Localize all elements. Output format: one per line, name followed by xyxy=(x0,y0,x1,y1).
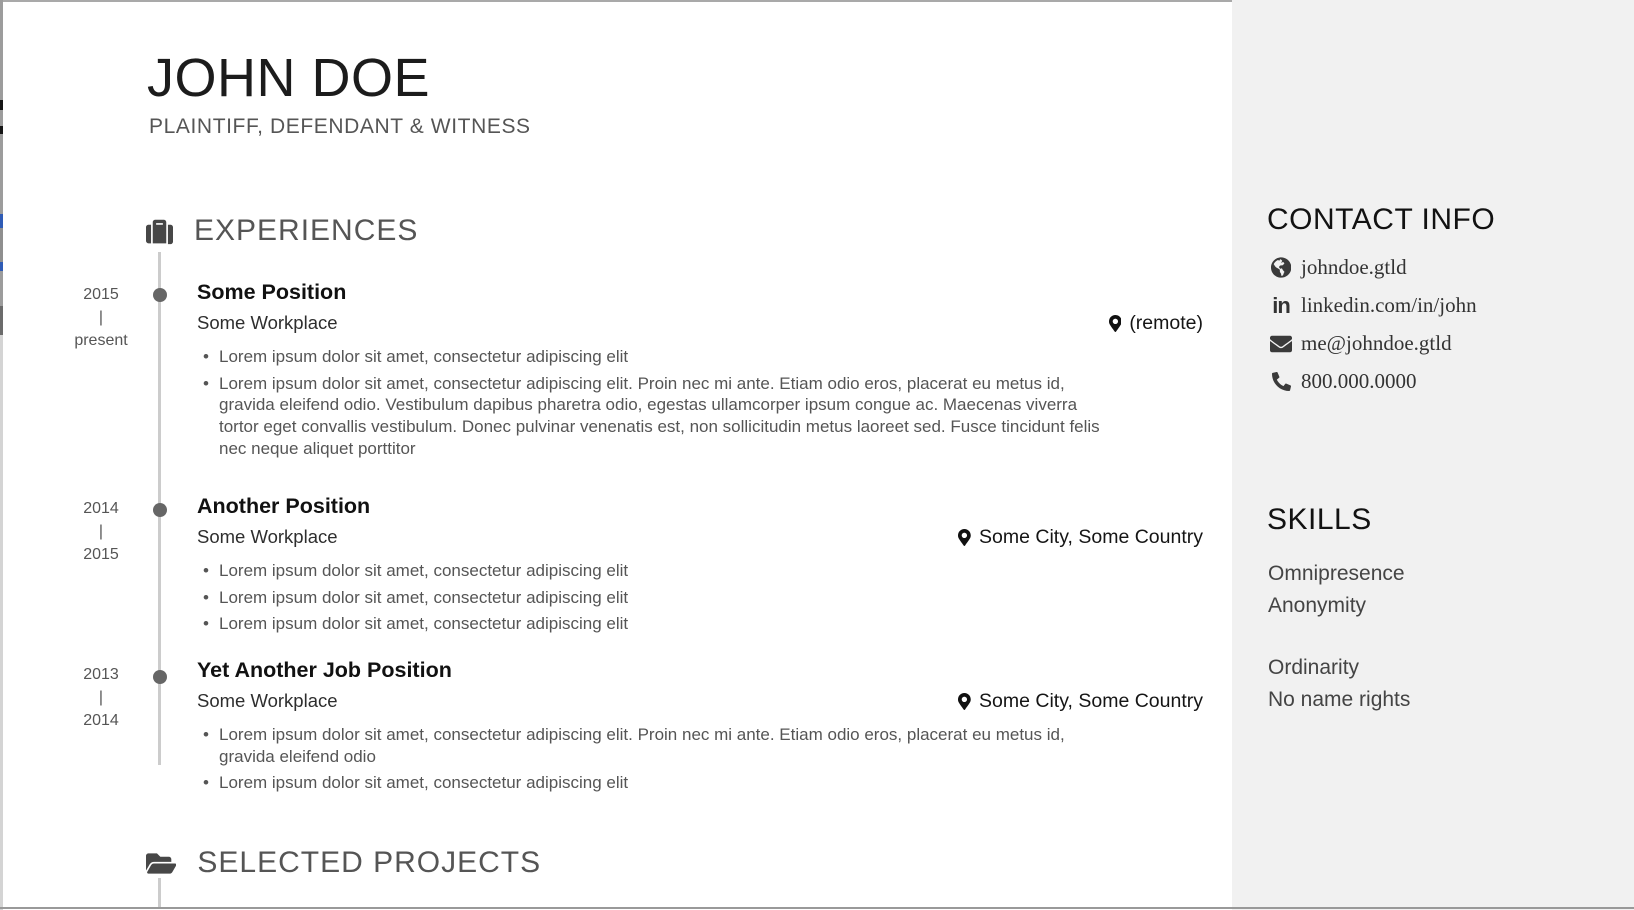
bullet-item xyxy=(197,587,1117,609)
projects-section-header xyxy=(146,846,541,880)
workplace: Some Workplace xyxy=(197,690,338,711)
bullet-item xyxy=(197,613,1117,635)
briefcase-icon xyxy=(146,218,173,245)
edge-segment xyxy=(0,228,3,262)
edge-segment xyxy=(0,126,3,134)
skill-item: No name rights xyxy=(1268,688,1411,711)
position-title: Yet Another Job Position xyxy=(197,658,452,682)
period-separator: | xyxy=(98,523,104,540)
period-separator: | xyxy=(98,309,104,326)
skill-item: Anonymity xyxy=(1268,594,1367,617)
skill-group xyxy=(1268,558,1410,622)
experience-entry xyxy=(74,280,1203,465)
edge-segment xyxy=(0,262,3,271)
contact-item-linkedin[interactable] xyxy=(1267,294,1477,317)
bullet-marker: • xyxy=(203,725,209,744)
bullet-item xyxy=(197,373,1117,460)
contact-value: me@johndoe.gtld xyxy=(1301,331,1452,355)
bullet-item xyxy=(197,724,1117,767)
entry-period xyxy=(59,497,143,566)
experiences-section-header xyxy=(146,214,418,248)
phone-icon xyxy=(1267,372,1295,391)
contact-item-email[interactable] xyxy=(1267,332,1477,355)
bullet-item xyxy=(197,560,1117,582)
bullet-list xyxy=(197,724,1117,794)
entry-meta-row xyxy=(197,312,1203,336)
location xyxy=(1109,312,1203,335)
entry-meta-row xyxy=(197,690,1203,714)
bullet-text: Lorem ipsum dolor sit amet, consectetur adipiscing elit xyxy=(219,561,629,580)
contact-value: linkedin.com/in/john xyxy=(1301,293,1477,317)
bullet-text: Lorem ipsum dolor sit amet, consectetur adipiscing elit xyxy=(219,614,629,634)
bullet-marker: • xyxy=(203,347,209,366)
edge-segment xyxy=(0,306,3,335)
period-end: present xyxy=(74,332,128,349)
experiences-heading: EXPERIENCES xyxy=(194,214,419,247)
skills-heading: SKILLS xyxy=(1267,503,1372,536)
location xyxy=(958,526,1203,549)
envelope-icon xyxy=(1267,333,1295,355)
bullet-marker: • xyxy=(203,614,209,634)
period-start: 2014 xyxy=(83,500,119,517)
edge-segment xyxy=(0,214,3,228)
map-pin-icon xyxy=(1109,315,1122,332)
bullet-text: Lorem ipsum dolor sit amet, consectetur adipiscing elit. Proin nec mi ante. Etiam odio eros, placerat eu metus id, gravida eleifend odio. Vestibulum dapibus pharetra odio, egestas ullamcorper ipsum congue ac. Maecenas viverra tortor eget convallis vestibulum. Donec pulvinar venenatis est, non sollicitudin metus laoreet sed. Fusce tincidunt felis nec neque aliquet porttitor xyxy=(219,373,1100,458)
skill-item: Omnipresence xyxy=(1268,562,1405,585)
timeline-line-projects xyxy=(158,878,161,908)
location xyxy=(958,690,1203,713)
bullet-marker: • xyxy=(203,587,209,607)
projects-heading: SELECTED PROJECTS xyxy=(197,846,542,879)
linkedin-glyph: in xyxy=(1272,292,1290,318)
contact-value: 800.000.0000 xyxy=(1301,369,1417,393)
location-text: Some City, Some Country xyxy=(979,690,1203,712)
location-text: Some City, Some Country xyxy=(979,526,1203,548)
period-start: 2013 xyxy=(83,666,119,683)
bullet-list xyxy=(197,560,1117,635)
left-edge-artifact xyxy=(0,0,3,910)
skill-item: Ordinarity xyxy=(1268,656,1360,679)
timeline-dot xyxy=(153,288,167,302)
edge-segment xyxy=(0,335,3,910)
bullet-text: Lorem ipsum dolor sit amet, consectetur adipiscing elit xyxy=(219,347,629,366)
workplace: Some Workplace xyxy=(197,526,338,547)
contact-value: johndoe.gtld xyxy=(1301,255,1407,279)
map-pin-icon xyxy=(958,529,971,546)
bullet-item xyxy=(197,346,1117,368)
entry-period xyxy=(59,663,143,732)
edge-segment xyxy=(0,134,3,214)
bullet-list xyxy=(197,346,1117,460)
bullet-marker: • xyxy=(203,773,209,793)
bullet-marker: • xyxy=(203,373,209,393)
skills-list xyxy=(1268,558,1410,716)
candidate-title: PLAINTIFF, DEFENDANT & WITNESS xyxy=(149,115,531,138)
sidebar xyxy=(1232,0,1634,910)
candidate-name: JOHN DOE xyxy=(147,48,431,108)
entry-period xyxy=(59,283,143,352)
experience-entry xyxy=(83,494,1203,640)
contact-info-heading: CONTACT INFO xyxy=(1267,203,1496,236)
edge-segment xyxy=(0,110,3,126)
linkedin-icon xyxy=(1267,292,1295,318)
period-end: 2015 xyxy=(83,546,119,563)
map-pin-icon xyxy=(958,693,971,710)
bullet-text: Lorem ipsum dolor sit amet, consectetur adipiscing elit. Proin nec mi ante. Etiam odio eros, placerat eu metus id, gravida eleifend odio xyxy=(219,725,1065,766)
experience-entry xyxy=(83,658,1203,799)
timeline-dot xyxy=(153,503,167,517)
edge-segment xyxy=(0,0,3,100)
page-bottom-border xyxy=(0,907,1634,909)
bullet-marker: • xyxy=(203,561,209,580)
timeline-dot xyxy=(153,670,167,684)
contact-list xyxy=(1267,256,1477,408)
period-start: 2015 xyxy=(83,286,119,303)
contact-item-phone[interactable] xyxy=(1267,370,1477,393)
location-text: (remote) xyxy=(1129,312,1203,334)
bullet-text: Lorem ipsum dolor sit amet, consectetur adipiscing elit xyxy=(219,587,629,607)
period-end: 2014 xyxy=(83,712,119,729)
folder-open-icon xyxy=(146,850,176,877)
position-title: Some Position xyxy=(197,280,347,304)
edge-segment xyxy=(0,100,3,110)
bullet-text: Lorem ipsum dolor sit amet, consectetur adipiscing elit xyxy=(219,773,629,793)
entry-meta-row xyxy=(197,526,1203,550)
contact-item-website[interactable] xyxy=(1267,256,1477,279)
workplace: Some Workplace xyxy=(197,312,338,333)
period-separator: | xyxy=(98,689,104,706)
skill-group xyxy=(1268,652,1410,716)
bullet-item xyxy=(197,772,1117,794)
position-title: Another Position xyxy=(197,494,371,518)
globe-icon xyxy=(1267,257,1295,278)
edge-segment xyxy=(0,271,3,306)
